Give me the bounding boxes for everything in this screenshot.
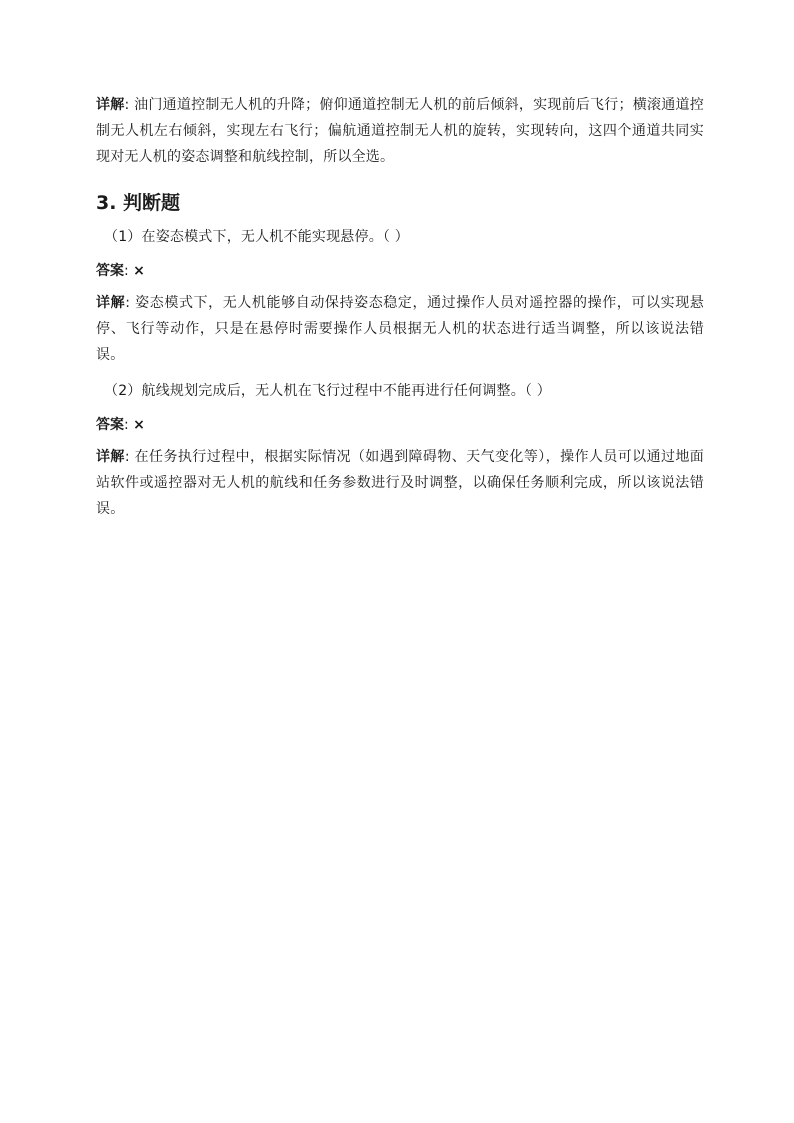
answer-separator: : — [124, 263, 129, 279]
detail-text: 油门通道控制无人机的升降；俯仰通道控制无人机的前后倾斜，实现前后飞行；横滚通道控制无人机左右倾斜，实现左右飞行；偏航通道控制无人机的旋转，实现转向，这四个通道共同实现对无人机的姿态调整和航线控制，所以全选。 — [96, 97, 704, 165]
question-2-prompt: （2）航线规划完成后，无人机在飞行过程中不能再进行任何调整。（ ） — [104, 383, 551, 399]
section-title: 3. 判断题 — [96, 192, 181, 214]
detail-separator: : — [124, 449, 130, 465]
question-1-prompt: （1）在姿态模式下，无人机不能实现悬停。（ ） — [104, 229, 409, 245]
answer-label: 答案 — [96, 263, 124, 279]
answer-value: × — [133, 263, 145, 279]
answer-separator: : — [124, 417, 129, 433]
answer-value: × — [133, 417, 145, 433]
question-1-detail — [96, 290, 704, 368]
detail-label: 详解 — [96, 97, 125, 113]
question-2-detail — [96, 444, 704, 522]
question-1-answer — [96, 258, 704, 284]
detail-label: 详解 — [96, 449, 125, 465]
detail-text: 在任务执行过程中，根据实际情况（如遇到障碍物、天气变化等），操作人员可以通过地面站软件或遥控器对无人机的航线和任务参数进行及时调整，以确保任务顺利完成，所以该说法错误。 — [96, 449, 705, 517]
question-2-answer — [96, 412, 704, 438]
detail-separator: : — [125, 295, 131, 311]
intro-detail-paragraph — [96, 92, 704, 170]
document-page — [96, 92, 704, 522]
answer-label: 答案 — [96, 417, 124, 433]
detail-separator: : — [124, 97, 130, 113]
detail-label: 详解 — [96, 295, 126, 311]
detail-text: 姿态模式下，无人机能够自动保持姿态稳定，通过操作人员对遥控器的操作，可以实现悬停、飞行等动作，只是在悬停时需要操作人员根据无人机的状态进行适当调整，所以该说法错误。 — [96, 295, 704, 363]
